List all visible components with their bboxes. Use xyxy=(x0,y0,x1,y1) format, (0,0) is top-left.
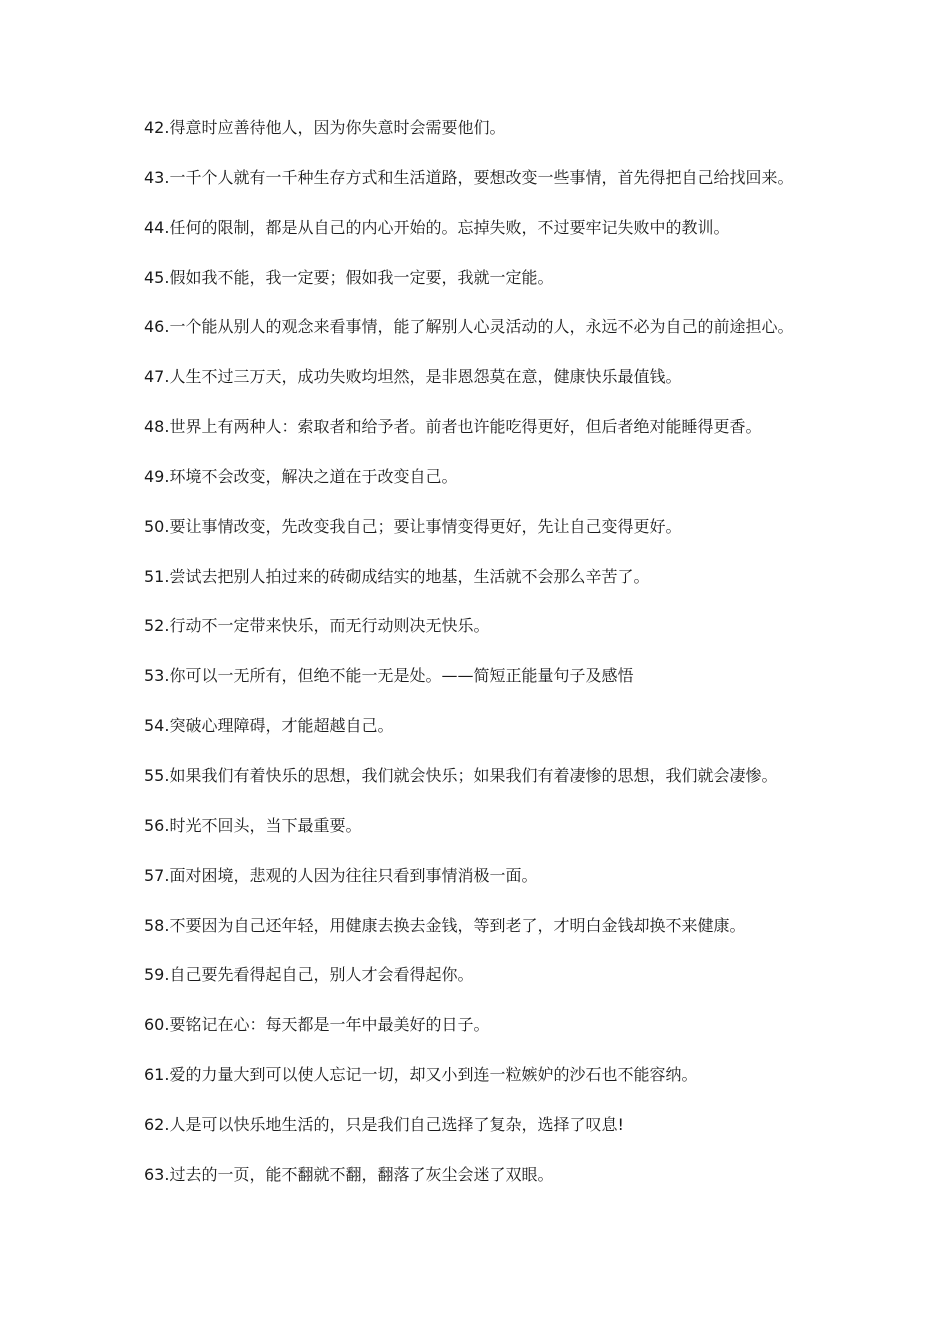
quote-line-61: 61.爱的力量大到可以使人忘记一切，却又小到连一粒嫉妒的沙石也不能容纳。 xyxy=(144,1065,698,1085)
quote-line-46: 46.一个能从别人的观念来看事情，能了解别人心灵活动的人，永远不必为自己的前途担心。 xyxy=(144,317,794,337)
quote-line-48: 48.世界上有两种人：索取者和给予者。前者也许能吃得更好，但后者绝对能睡得更香。 xyxy=(144,417,762,437)
quote-list xyxy=(144,115,844,1212)
quote-line-53: 53.你可以一无所有，但绝不能一无是处。——简短正能量句子及感悟 xyxy=(144,666,634,686)
quote-line-60: 60.要铭记在心：每天都是一年中最美好的日子。 xyxy=(144,1015,490,1035)
quote-line-62: 62.人是可以快乐地生活的，只是我们自己选择了复杂，选择了叹息! xyxy=(144,1114,624,1134)
quote-line-54: 54.突破心理障碍，才能超越自己。 xyxy=(144,716,394,736)
quote-line-63: 63.过去的一页，能不翻就不翻，翻落了灰尘会迷了双眼。 xyxy=(144,1164,554,1184)
quote-line-47: 47.人生不过三万天，成功失败均坦然，是非恩怨莫在意，健康快乐最值钱。 xyxy=(144,367,682,387)
quote-line-58: 58.不要因为自己还年轻，用健康去换去金钱，等到老了，才明白金钱却换不来健康。 xyxy=(144,915,746,935)
quote-line-45: 45.假如我不能，我一定要；假如我一定要，我就一定能。 xyxy=(144,267,554,287)
quote-line-52: 52.行动不一定带来快乐，而无行动则决无快乐。 xyxy=(144,616,490,636)
quote-line-51: 51.尝试去把别人拍过来的砖砌成结实的地基，生活就不会那么辛苦了。 xyxy=(144,566,650,586)
quote-line-43: 43.一千个人就有一千种生存方式和生活道路，要想改变一些事情，首先得把自己给找回来。 xyxy=(144,167,794,187)
quote-line-49: 49.环境不会改变，解决之道在于改变自己。 xyxy=(144,466,458,486)
quote-line-50: 50.要让事情改变，先改变我自己；要让事情变得更好，先让自己变得更好。 xyxy=(144,516,682,536)
quote-line-59: 59.自己要先看得起自己，别人才会看得起你。 xyxy=(144,965,474,985)
quote-line-55: 55.如果我们有着快乐的思想，我们就会快乐；如果我们有着凄惨的思想，我们就会凄惨。 xyxy=(144,765,778,785)
quote-line-42: 42.得意时应善待他人，因为你失意时会需要他们。 xyxy=(144,118,506,137)
quote-line-44: 44.任何的限制，都是从自己的内心开始的。忘掉失败，不过要牢记失败中的教训。 xyxy=(144,217,730,237)
quote-line-57: 57.面对困境，悲观的人因为往往只看到事情消极一面。 xyxy=(144,865,538,885)
quote-line-56: 56.时光不回头，当下最重要。 xyxy=(144,815,362,835)
